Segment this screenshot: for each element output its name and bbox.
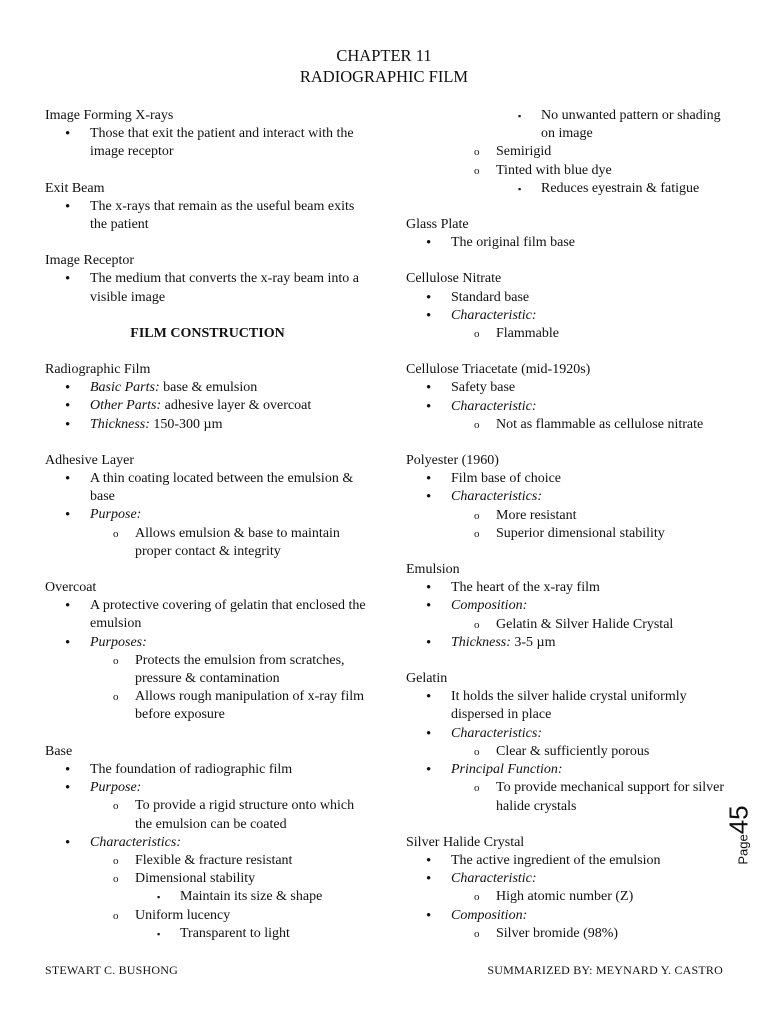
circle-marker: o <box>474 164 480 177</box>
list-item <box>45 907 370 925</box>
item-text: Clear & sufficiently porous <box>496 743 650 759</box>
list-item <box>406 143 728 161</box>
right-column <box>406 107 728 961</box>
item-text: Semirigid <box>496 144 552 160</box>
item-text: Silver bromide (98%) <box>496 925 619 941</box>
list-item <box>45 925 370 943</box>
item-text: To provide a rigid structure onto which the emulsion can be coated <box>135 798 355 832</box>
bullet-marker: • <box>426 689 432 706</box>
list-item <box>45 525 370 561</box>
bullet-marker: • <box>426 235 432 252</box>
section-block <box>45 107 370 162</box>
page-number <box>724 805 755 864</box>
item-text: No unwanted pattern or shading on image <box>541 108 721 142</box>
item-text: The x-rays that remain as the useful beam exits the patient <box>90 198 355 233</box>
bullet-marker: • <box>65 271 71 288</box>
section-heading: Adhesive Layer <box>45 452 135 468</box>
bullet-marker: • <box>426 471 432 488</box>
item-label: Characteristics: <box>451 725 542 741</box>
list-item <box>406 597 728 615</box>
item-text: Tinted with blue dye <box>496 162 612 178</box>
circle-marker: o <box>474 418 480 431</box>
item-label: Characteristic: <box>451 398 537 414</box>
item-text: More resistant <box>496 507 577 523</box>
list-item <box>406 525 728 543</box>
section-block <box>45 743 370 943</box>
item-text: Dimensional stability <box>135 871 256 887</box>
bullet-marker: • <box>65 416 71 433</box>
circle-marker: o <box>113 854 119 867</box>
list-item <box>45 870 370 888</box>
bullet-marker: • <box>65 507 71 524</box>
list-item <box>406 307 728 325</box>
page-number-value: 45 <box>723 805 754 835</box>
list-item <box>406 162 728 180</box>
list-item <box>45 506 370 524</box>
circle-marker: o <box>474 328 480 341</box>
footer-author: STEWART C. BUSHONG <box>45 963 179 977</box>
bullet-marker: • <box>426 398 432 415</box>
section-block <box>45 452 370 561</box>
item-label: Thickness: <box>451 634 511 650</box>
item-label: Purpose: <box>90 507 142 523</box>
section-heading: Silver Halide Crystal <box>406 834 525 850</box>
section-heading: Image Forming X-rays <box>45 108 174 123</box>
chapter-number: CHAPTER 11 <box>336 46 432 65</box>
section-heading: Glass Plate <box>406 217 469 233</box>
section-block <box>406 107 728 198</box>
circle-marker: o <box>474 782 480 795</box>
list-item <box>406 107 728 143</box>
square-marker: ▪ <box>157 928 161 939</box>
item-text: 150-300 µm <box>149 416 223 432</box>
circle-marker: o <box>474 509 480 522</box>
section-block <box>406 361 728 434</box>
list-item <box>406 488 728 506</box>
item-label: Composition: <box>451 907 528 923</box>
bullet-marker: • <box>426 907 432 924</box>
list-item <box>406 725 728 743</box>
item-text: Superior dimensional stability <box>496 525 665 541</box>
bullet-marker: • <box>426 634 432 651</box>
circle-marker: o <box>474 146 480 159</box>
section-block <box>45 579 370 725</box>
item-text: The heart of the x-ray film <box>451 580 600 596</box>
bullet-marker: • <box>426 725 432 742</box>
bullet-marker: • <box>65 398 71 415</box>
circle-marker: o <box>113 873 119 886</box>
square-marker: ▪ <box>518 183 522 194</box>
item-text: Flexible & fracture resistant <box>135 852 293 868</box>
section-block <box>406 452 728 543</box>
section-block <box>406 834 728 943</box>
item-text: Protects the emulsion from scratches, pressure & contamination <box>135 652 345 687</box>
item-label: Characteristic: <box>451 307 537 323</box>
section-heading: Overcoat <box>45 580 97 596</box>
section-heading: Gelatin <box>406 671 448 687</box>
list-item <box>45 634 370 652</box>
item-text: A thin coating located between the emulsion & base <box>90 471 354 505</box>
item-label: Composition: <box>451 598 528 614</box>
item-text: The active ingredient of the emulsion <box>451 852 661 868</box>
item-text: Safety base <box>451 380 516 396</box>
list-item <box>45 797 370 833</box>
list-item <box>406 398 728 416</box>
item-text: base & emulsion <box>159 380 258 396</box>
circle-marker: o <box>474 745 480 758</box>
section-heading: Cellulose Triacetate (mid-1920s) <box>406 362 591 378</box>
item-label: Characteristics: <box>451 489 542 505</box>
bullet-marker: • <box>65 198 71 215</box>
section-heading: Polyester (1960) <box>406 453 499 469</box>
section-block <box>45 361 370 434</box>
item-text: Not as flammable as cellulose nitrate <box>496 416 704 432</box>
list-item <box>406 925 728 943</box>
item-text: Film base of choice <box>451 471 562 487</box>
footer-summarizer: SUMMARIZED BY: MEYNARD Y. CASTRO <box>487 963 723 977</box>
list-item <box>406 870 728 888</box>
list-item <box>406 579 728 597</box>
list-item <box>406 180 728 198</box>
square-marker: ▪ <box>157 892 161 903</box>
list-item <box>45 270 370 306</box>
list-item <box>45 761 370 779</box>
bullet-marker: • <box>426 307 432 324</box>
list-item <box>406 470 728 488</box>
section-heading: Exit Beam <box>45 180 105 196</box>
bullet-marker: • <box>65 834 71 851</box>
bullet-marker: • <box>65 380 71 397</box>
list-item <box>406 761 728 779</box>
item-text: Gelatin & Silver Halide Crystal <box>496 616 674 632</box>
list-item <box>406 416 728 434</box>
section-block <box>45 180 370 235</box>
bullet-marker: • <box>65 471 71 488</box>
item-text: The original film base <box>451 235 576 251</box>
section-block <box>406 270 728 343</box>
section-heading-centered: FILM CONSTRUCTION <box>130 325 285 341</box>
section-heading: Emulsion <box>406 562 460 578</box>
section-heading: Cellulose Nitrate <box>406 271 502 287</box>
list-item <box>406 888 728 906</box>
item-text: Allows rough manipulation of x-ray film before exposure <box>135 689 365 723</box>
section-heading: Base <box>45 743 73 759</box>
item-label: Other Parts: <box>90 398 162 414</box>
section-heading: Radiographic Film <box>45 362 151 378</box>
bullet-marker: • <box>426 489 432 506</box>
bullet-marker: • <box>426 871 432 888</box>
item-text: Flammable <box>496 326 559 342</box>
list-item <box>406 379 728 397</box>
list-item <box>406 779 728 815</box>
list-item <box>45 397 370 415</box>
list-item <box>406 634 728 652</box>
list-item <box>406 325 728 343</box>
section-block <box>45 252 370 307</box>
bullet-marker: • <box>426 580 432 597</box>
item-text: The medium that converts the x-ray beam into a visible image <box>90 271 360 305</box>
bullet-marker: • <box>65 634 71 651</box>
item-text: Standard base <box>451 289 530 305</box>
list-item <box>406 852 728 870</box>
list-item <box>45 888 370 906</box>
item-text: Uniform lucency <box>135 907 231 923</box>
item-label: Characteristics: <box>90 834 181 850</box>
item-text: The foundation of radiographic film <box>90 761 293 777</box>
section-heading: Image Receptor <box>45 253 135 269</box>
bullet-marker: • <box>426 598 432 615</box>
list-item <box>406 688 728 724</box>
list-item <box>406 907 728 925</box>
circle-marker: o <box>474 891 480 904</box>
section-block <box>406 670 728 816</box>
item-text: 3-5 µm <box>510 634 556 650</box>
circle-marker: o <box>113 909 119 922</box>
bullet-marker: • <box>65 780 71 797</box>
circle-marker: o <box>113 654 119 667</box>
chapter-title: RADIOGRAPHIC FILM <box>299 67 469 86</box>
square-marker: ▪ <box>518 111 522 121</box>
item-text: High atomic number (Z) <box>496 889 634 905</box>
bullet-marker: • <box>65 598 71 615</box>
bullet-marker: • <box>65 126 71 143</box>
item-text: Allows emulsion & base to maintain proper contact & integrity <box>135 525 340 559</box>
list-item <box>45 834 370 852</box>
section-block <box>406 561 728 652</box>
list-item <box>45 652 370 688</box>
bullet-marker: • <box>65 761 71 778</box>
bullet-marker: • <box>426 380 432 397</box>
item-text: adhesive layer & overcoat <box>161 398 312 414</box>
list-item <box>45 125 370 161</box>
circle-marker: o <box>113 527 119 540</box>
list-item <box>406 234 728 252</box>
item-text: Reduces eyestrain & fatigue <box>541 180 700 196</box>
circle-marker: o <box>113 800 119 813</box>
left-column <box>45 107 370 961</box>
item-text: Maintain its size & shape <box>180 889 323 905</box>
circle-marker: o <box>474 927 480 940</box>
list-item <box>406 616 728 634</box>
list-item <box>45 379 370 397</box>
item-text: To provide mechanical support for silver halide crystals <box>496 780 725 814</box>
page-word: Page <box>735 834 751 865</box>
item-label: Purpose: <box>90 780 142 796</box>
item-label: Thickness: <box>90 416 150 432</box>
list-item <box>45 416 370 434</box>
item-label: Basic Parts: <box>90 380 160 396</box>
list-item <box>45 470 370 506</box>
item-text: Transparent to light <box>180 925 290 941</box>
item-text: Those that exit the patient and interact with the image receptor <box>90 126 354 160</box>
bullet-marker: • <box>426 289 432 306</box>
section-block <box>45 325 370 343</box>
item-text: It holds the silver halide crystal uniformly dispersed in place <box>451 689 687 723</box>
list-item <box>45 852 370 870</box>
list-item <box>406 289 728 307</box>
circle-marker: o <box>474 527 480 540</box>
bullet-marker: • <box>426 852 432 869</box>
section-block <box>406 216 728 252</box>
list-item <box>45 198 370 234</box>
list-item <box>45 779 370 797</box>
item-label: Characteristic: <box>451 871 537 887</box>
list-item <box>406 743 728 761</box>
list-item <box>45 688 370 724</box>
item-text: A protective covering of gelatin that enclosed the emulsion <box>90 598 366 632</box>
circle-marker: o <box>474 618 480 631</box>
list-item <box>406 507 728 525</box>
circle-marker: o <box>113 691 119 704</box>
item-label: Principal Function: <box>451 762 563 778</box>
list-item <box>45 597 370 633</box>
bullet-marker: • <box>426 762 432 779</box>
item-label: Purposes: <box>90 634 147 650</box>
